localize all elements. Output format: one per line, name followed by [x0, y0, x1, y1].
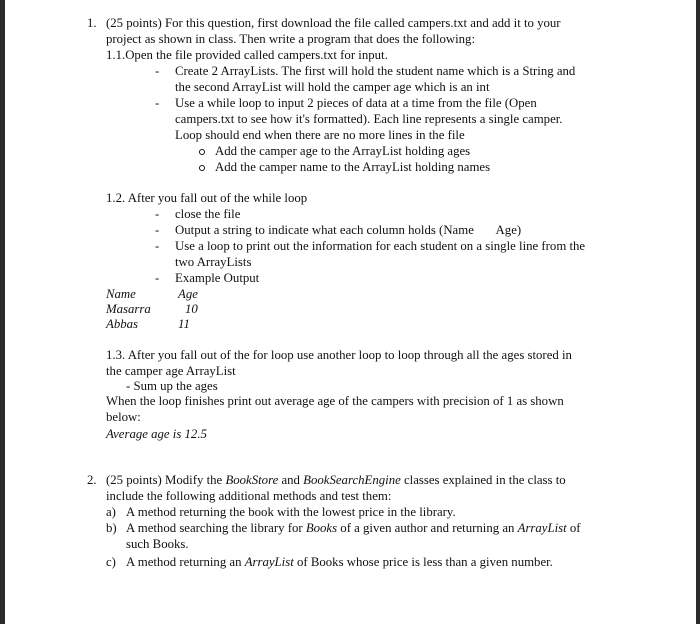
- q2-item-b-label: b): [106, 521, 117, 535]
- example-header-name: Name: [106, 287, 136, 301]
- q1-sub2-bullet-3-line-1: Use a loop to print out the information for each student on a single line from the: [175, 239, 586, 253]
- q2-item-c-text-1: A method returning an: [126, 555, 245, 569]
- q2-intro-line-2: include the following additional methods and test them:: [106, 489, 392, 503]
- q1-sub1-bullet-2-line-3: Loop should end when there are no more lines in the file: [175, 128, 465, 142]
- q2-item-b-line-2: such Books.: [126, 537, 189, 551]
- q1-sub1-bullet-1-line-1: Create 2 ArrayLists. The first will hold the student name which is a String and: [175, 64, 576, 78]
- q2-item-c-arraylist: ArrayList: [244, 555, 294, 569]
- q1-sub1-heading: 1.1.Open the file provided called campers.txt for input.: [106, 48, 388, 62]
- q1-sub3-line-4: When the loop finishes print out average age of the campers with precision of 1 as shown: [106, 394, 564, 408]
- q2-item-b-text-2: of a given author and returning an: [337, 521, 518, 535]
- example-row-2-age: 11: [178, 317, 190, 331]
- q2-item-b-line-1: [126, 521, 581, 537]
- scan-left-edge: [0, 0, 5, 624]
- bullet-dash: -: [155, 223, 160, 237]
- cut-off-text-top: [120, 0, 600, 3]
- q1-intro-line-2: project as shown in class. Then write a program that does the following:: [106, 32, 476, 46]
- q1-sub1-circle-1: Add the camper age to the ArrayList holding ages: [215, 144, 471, 158]
- q2-intro-line-1: [106, 473, 566, 489]
- q2-item-c-line-1: [126, 555, 553, 571]
- q2-item-c-text-2: of Books whose price is less than a given number.: [293, 555, 553, 569]
- q2-item-b-text-3: of: [566, 521, 581, 535]
- q1-sub2-heading: 1.2. After you fall out of the while loop: [106, 191, 308, 205]
- q1-sub3-line-1: 1.3. After you fall out of the for loop use another loop to loop through all the ages stored in: [106, 348, 572, 362]
- q1-sub1-bullet-2-line-2: campers.txt to see how it's formatted). Each line represents a single camper.: [175, 112, 563, 126]
- q2-intro-booksearchengine: BookSearchEngine: [303, 473, 401, 487]
- q1-sub3-line-5: below:: [106, 410, 141, 424]
- q1-sub2-bullet-2: Output a string to indicate what each column holds (Name Age): [175, 223, 522, 237]
- circle-bullet-icon: [199, 165, 205, 171]
- bullet-dash: -: [155, 271, 160, 285]
- q1-sub3-line-2: the camper age ArrayList: [106, 364, 236, 378]
- example-header-age: Age: [178, 287, 198, 301]
- q1-sub2-bullet-1: close the file: [175, 207, 241, 221]
- q1-number: 1.: [87, 16, 97, 30]
- q2-intro-bookstore: BookStore: [225, 473, 279, 487]
- q1-intro-line-1: (25 points) For this question, first download the file called campers.txt and add it to your: [106, 16, 561, 30]
- q2-item-b-books: Books: [305, 521, 338, 535]
- q2-number: 2.: [87, 473, 97, 487]
- bullet-dash: -: [155, 64, 160, 78]
- q1-sub3-example-output: Average age is 12.5: [106, 427, 207, 441]
- q2-intro-text-3: classes explained in the class to: [400, 473, 566, 487]
- bullet-dash: -: [155, 239, 160, 253]
- scan-right-edge: [696, 0, 700, 624]
- q1-sub1-bullet-2-line-1: Use a while loop to input 2 pieces of data at a time from the file (Open: [175, 96, 537, 110]
- q2-item-c-label: c): [106, 555, 116, 569]
- circle-bullet-icon: [199, 149, 205, 155]
- example-row-1-age: 10: [185, 302, 198, 316]
- q2-item-b-text-1: A method searching the library for: [126, 521, 306, 535]
- q1-sub2-bullet-3-line-2: two ArrayLists: [175, 255, 252, 269]
- q2-item-a-label: a): [106, 505, 116, 519]
- example-row-1-name: Masarra: [106, 302, 151, 316]
- q1-sub3-line-3: - Sum up the ages: [126, 379, 218, 393]
- q1-sub2-bullet-4: Example Output: [175, 271, 260, 285]
- q2-intro-text-2: and: [278, 473, 304, 487]
- q2-item-b-arraylist: ArrayList: [517, 521, 567, 535]
- q2-intro-text-1: (25 points) Modify the: [106, 473, 226, 487]
- q1-sub1-circle-2: Add the camper name to the ArrayList holding names: [215, 160, 491, 174]
- q1-sub1-bullet-1-line-2: the second ArrayList will hold the camper age which is an int: [175, 80, 490, 94]
- example-row-2-name: Abbas: [106, 317, 138, 331]
- bullet-dash: -: [155, 96, 160, 110]
- q2-item-a-text: A method returning the book with the lowest price in the library.: [126, 505, 456, 519]
- bullet-dash: -: [155, 207, 160, 221]
